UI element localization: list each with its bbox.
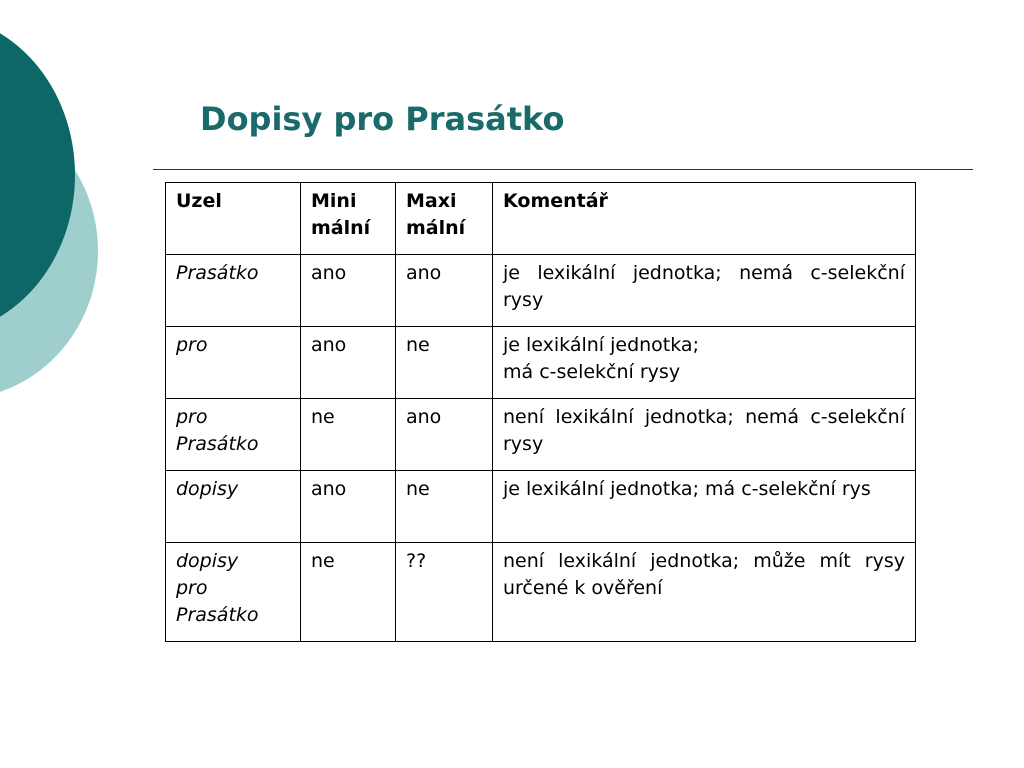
cell-minimalni: ano — [301, 327, 396, 399]
title-divider — [153, 169, 973, 170]
node-table — [165, 182, 916, 642]
cell-uzel: pro Prasátko — [166, 399, 301, 471]
header-komentar: Komentář — [493, 183, 916, 255]
cell-komentar: není lexikální jednotka; nemá c-selekční rysy — [493, 399, 916, 471]
cell-minimalni: ne — [301, 543, 396, 642]
table-row — [166, 255, 916, 327]
table-row — [166, 327, 916, 399]
cell-maximalni: ne — [396, 471, 493, 543]
cell-komentar: je lexikální jednotka; nemá c-selekční rysy — [493, 255, 916, 327]
cell-maximalni: ano — [396, 255, 493, 327]
slide-title: Dopisy pro Prasátko — [200, 100, 565, 138]
table-row — [166, 543, 916, 642]
cell-minimalni: ano — [301, 471, 396, 543]
header-maximalni: Maxi mální — [396, 183, 493, 255]
table-row — [166, 399, 916, 471]
cell-uzel: pro — [166, 327, 301, 399]
cell-komentar: není lexikální jednotka; může mít rysy určené k ověření — [493, 543, 916, 642]
cell-minimalni: ne — [301, 399, 396, 471]
cell-maximalni: ?? — [396, 543, 493, 642]
cell-uzel: dopisy pro Prasátko — [166, 543, 301, 642]
cell-komentar: je lexikální jednotka; má c-selekční rys — [493, 471, 916, 543]
cell-komentar: je lexikální jednotka; má c-selekční rysy — [493, 327, 916, 399]
cell-uzel: dopisy — [166, 471, 301, 543]
cell-uzel: Prasátko — [166, 255, 301, 327]
header-uzel: Uzel — [166, 183, 301, 255]
cell-minimalni: ano — [301, 255, 396, 327]
table-row — [166, 471, 916, 543]
table-header-row — [166, 183, 916, 255]
header-minimalni: Mini mální — [301, 183, 396, 255]
cell-maximalni: ne — [396, 327, 493, 399]
cell-maximalni: ano — [396, 399, 493, 471]
